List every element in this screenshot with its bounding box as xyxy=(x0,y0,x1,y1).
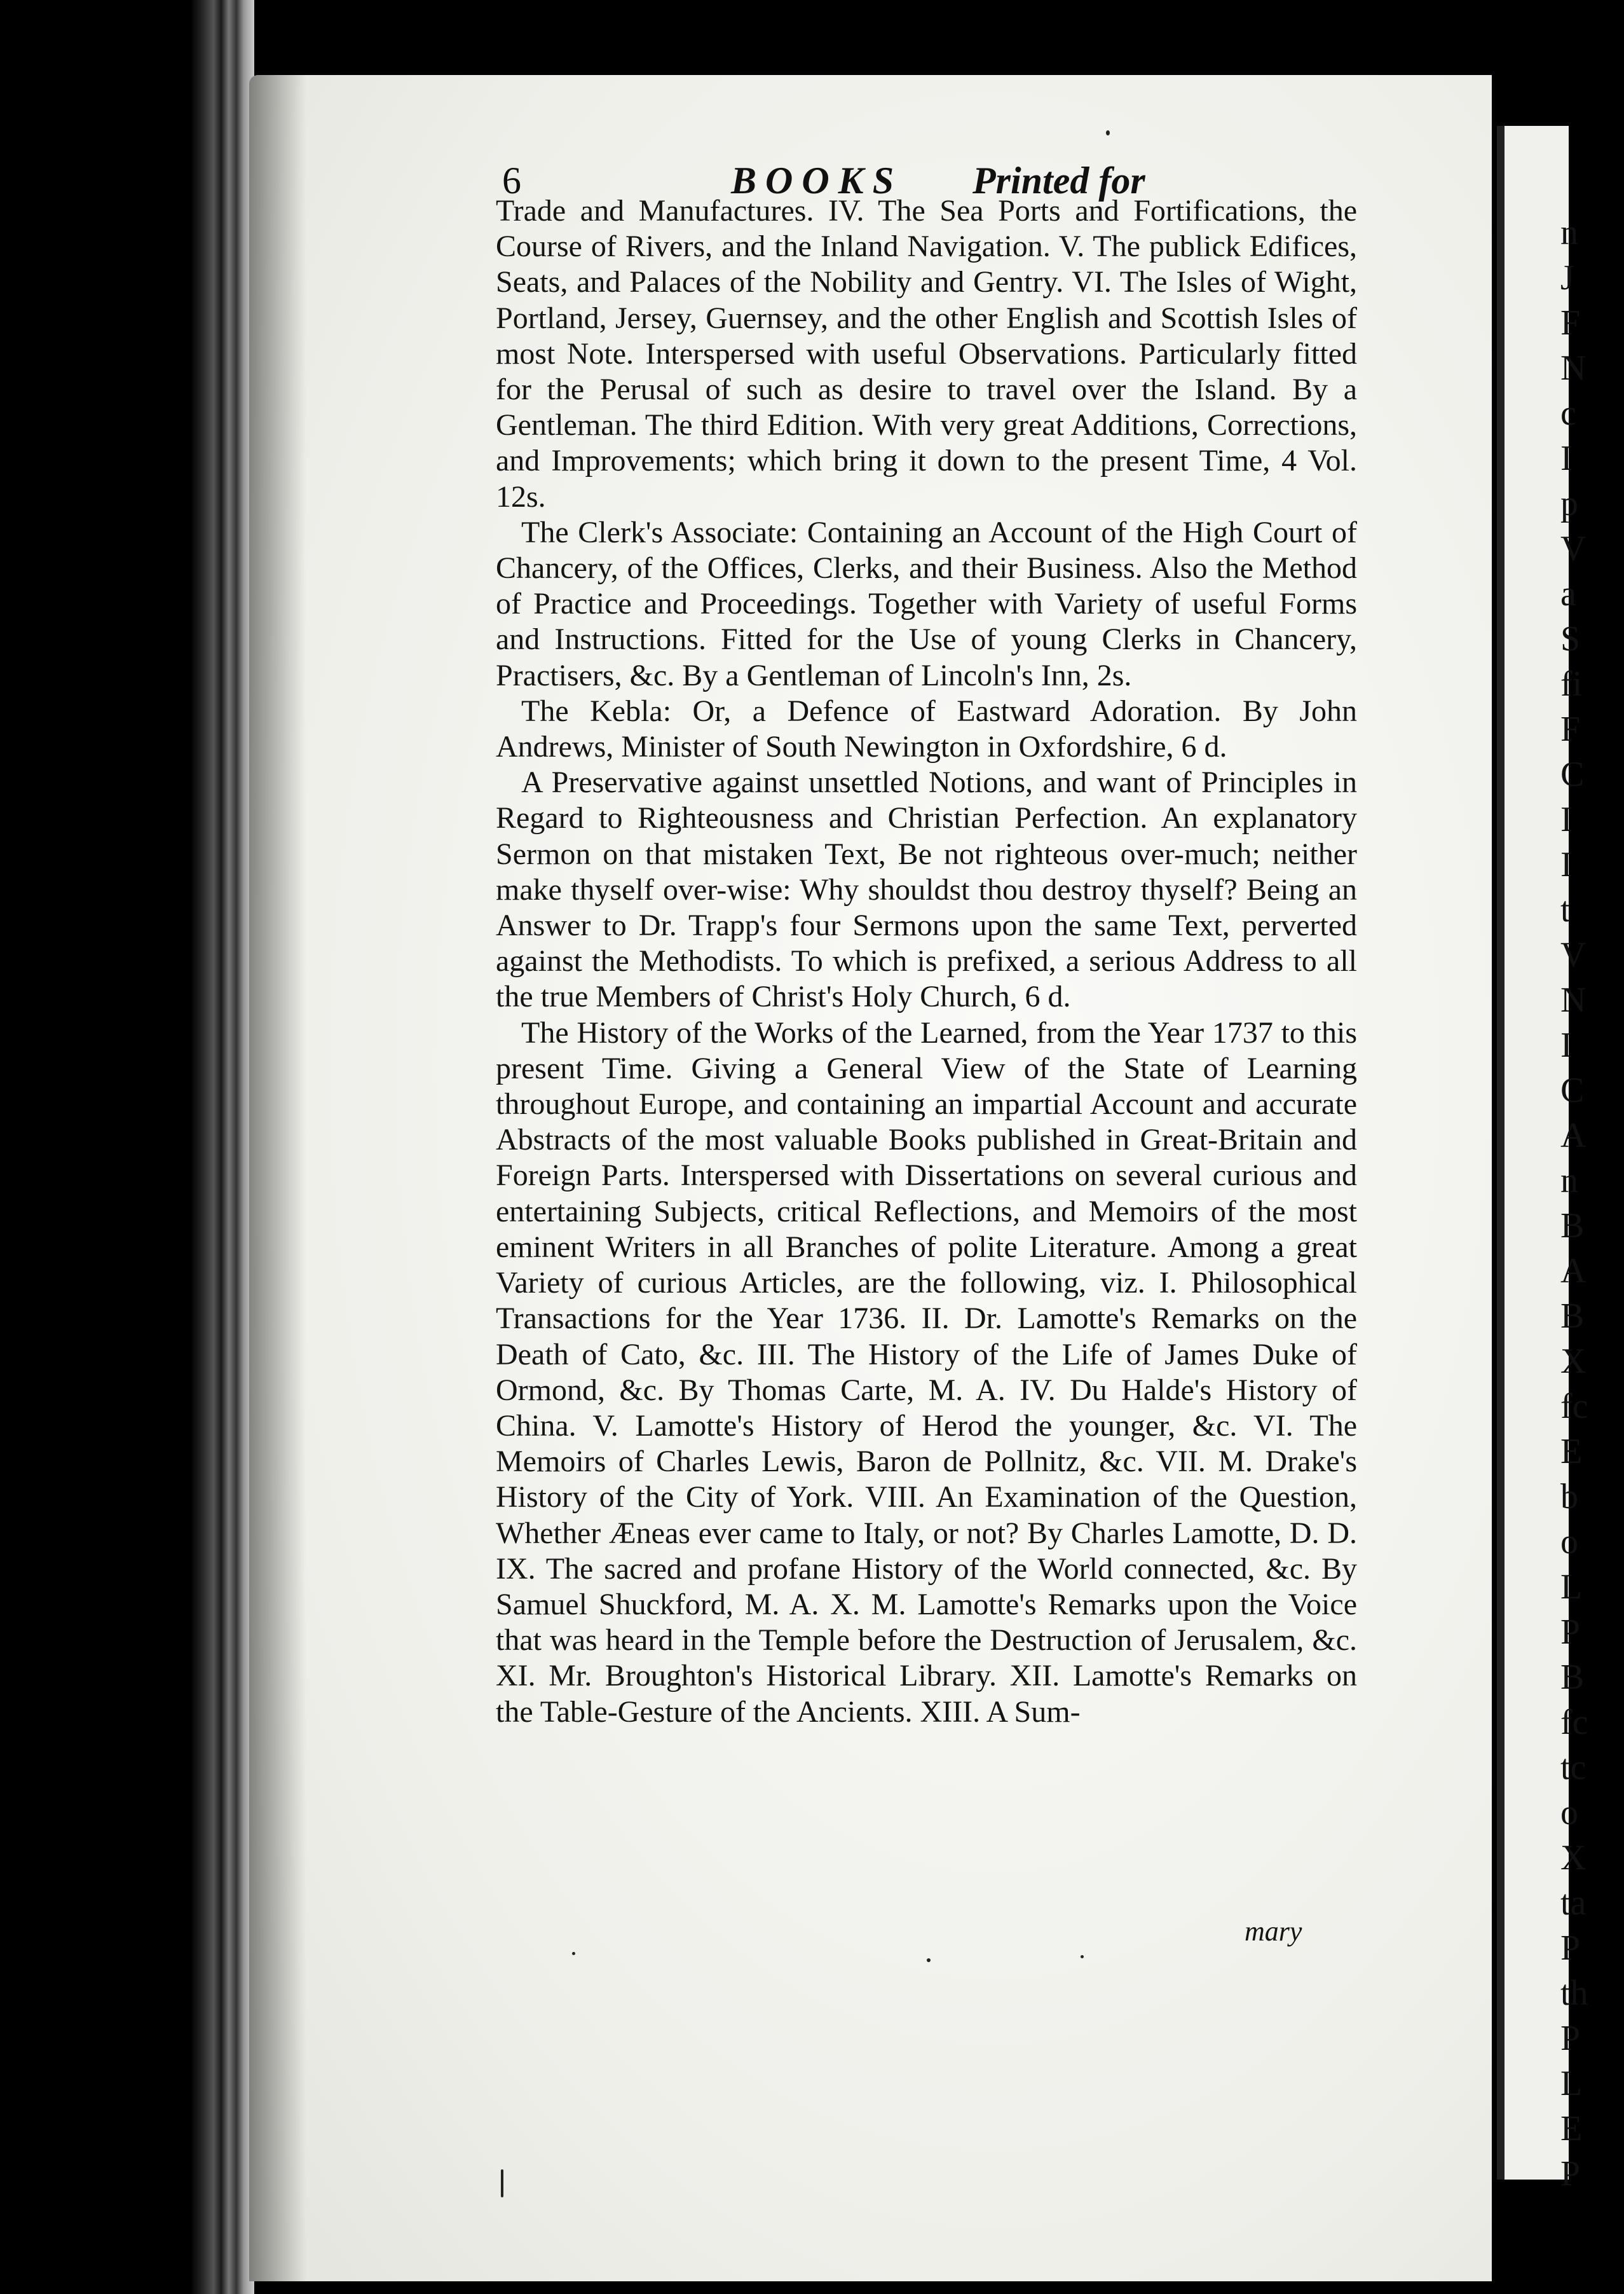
facing-page-letter: fc xyxy=(1560,1387,1588,1426)
ink-speck xyxy=(572,1952,575,1955)
facing-page-letter: I xyxy=(1560,800,1573,839)
facing-page-letter: C xyxy=(1560,1071,1585,1110)
facing-page-letter: E xyxy=(1560,2109,1583,2148)
paragraph-clerks-associate: The Clerk's Associate: Containing an Account of the High Court of Chancery, of the Offices, Clerks, and their Business. Also the Method of Practice and Proceedings. Together with Variety of useful Forms and Instructions. Fitted for the Use of young Clerks in Chancery, Practisers, &c. By a Gentleman of Lincoln's Inn, 2s. xyxy=(496,515,1357,692)
facing-page-letter: I xyxy=(1560,439,1573,478)
paragraph-kebla: The Kebla: Or, a Defence of Eastward Adoration. By John Andrews, Minister of South Newington in Oxfordshire, 6 d. xyxy=(496,694,1357,764)
facing-page-letter: C xyxy=(1560,755,1585,794)
book-spine-edge xyxy=(0,0,254,2294)
paragraph-preservative: A Preservative against unsettled Notions, and want of Principles in Regard to Righteousness and Christian Perfection. An explanatory Sermon on that mistaken Text, Be not righteous over-much; neither make thyself over-wise: Why shouldst thou destroy thyself? Being an Answer to Dr. Trapp's four Sermons upon the same Text, perverted against the Methodists. To which is prefixed, a serious Address to all the true Members of Christ's Holy Church, 6 d. xyxy=(496,766,1357,1014)
facing-page-letter: N xyxy=(1560,980,1586,1020)
facing-page-letter: B xyxy=(1560,1206,1585,1246)
paragraph-history-of-works: The History of the Works of the Learned, from the Year 1737 to this present Time. Giving a General View of the State of Learning throughout Europe, and containing an impartial Account and accurate Abstracts of the most valuable Books published in Great-Britain and Foreign Parts. Interspersed with Dissertations on several curious and entertaining Subjects, critical Reflections, and Memoirs of the most eminent Writers in all Branches of polite Literature. Among a great Variety of curious Articles, are the following, viz. I. Philosophical Transactions for the Year 1736. II. Dr. Lamotte's Remarks on the Death of Cato, &c. III. The History of the Life of James Duke of Ormond, &c. By Thomas Carte, M. A. IV. Du Halde's History of China. V. Lamotte's History of Herod the younger, &c. VI. The Memoirs of Charles Lewis, Baron de Pollnitz, &c. VII. M. Drake's History of the City of York. VIII. An Examination of the Question, Whether Æneas ever came to Italy, or not? By Charles Lamotte, D. D. IX. The sacred and profane History of the World connected, &c. By Samuel Shuckford, M. A. X. M. Lamotte's Remarks upon the Voice that was heard in the Temple before the Destruction of Jerusalem, &c. XI. Mr. Broughton's Historical Library. XII. Lamotte's Remarks on the Table-Gesture of the Ancients. XIII. A Sum- xyxy=(496,1015,1357,1729)
ink-speck xyxy=(1106,130,1110,135)
facing-page-letter: t xyxy=(1560,890,1571,930)
page-gutter-shadow xyxy=(249,75,306,2281)
facing-page-letter: F xyxy=(1560,710,1581,749)
facing-page-letter: b xyxy=(1560,1477,1578,1516)
catchword: mary xyxy=(1245,1916,1302,1947)
facing-page-letter: o xyxy=(1560,1793,1578,1832)
facing-page-border xyxy=(1497,126,1505,2180)
facing-page-letter: I xyxy=(1560,845,1573,884)
facing-page-letter: P xyxy=(1560,1612,1581,1652)
facing-page-letter: c xyxy=(1560,394,1576,433)
facing-page-letter: L xyxy=(1560,1567,1583,1607)
facing-page-letter: F xyxy=(1560,303,1581,343)
page-number: 6 xyxy=(502,160,521,202)
facing-page-letter: n xyxy=(1560,213,1578,252)
ink-mark xyxy=(501,2169,503,2197)
facing-page-letter: B xyxy=(1560,1296,1585,1336)
facing-page-letter: tc xyxy=(1560,1748,1586,1787)
paragraph-tour-continued: Trade and Manufactures. IV. The Sea Ports and Fortifications, the Course of Rivers, and the Inland Navigation. V. The publick Edifices, Seats, and Palaces of the Nobility and Gentry. VI. The Isles of Wight, Portland, Jersey, Guernsey, and the other English and Scottish Isles of most Note. Interspersed with useful Observations. Particularly fitted for the Perusal of such as desire to travel over the Island. By a Gentleman. The third Edition. With very great Additions, Corrections, and Improvements; which bring it down to the present Time, 4 Vol. 12s. xyxy=(496,194,1357,514)
facing-page-letter: fi xyxy=(1560,664,1583,704)
facing-page-letter: ta xyxy=(1560,1883,1586,1923)
body-text xyxy=(496,193,1357,1730)
ink-speck xyxy=(927,1958,931,1962)
facing-page-letter: a xyxy=(1560,574,1576,614)
running-head-subtitle: Printed for xyxy=(972,160,1145,202)
facing-page-letter: th xyxy=(1560,1974,1588,2013)
facing-page-letter: P xyxy=(1560,1928,1581,1968)
facing-page-letter: X xyxy=(1560,1838,1586,1878)
facing-page-letter: A xyxy=(1560,1116,1586,1155)
facing-page-letter: I xyxy=(1560,1026,1573,1065)
facing-page-letter: B xyxy=(1560,1658,1585,1697)
facing-page-letter: X xyxy=(1560,1342,1586,1381)
facing-page-letter: L xyxy=(1560,2064,1583,2103)
running-head-title: BOOKS xyxy=(731,160,903,202)
facing-page-letter: o xyxy=(1560,1522,1578,1562)
facing-page-letter: fc xyxy=(1560,1703,1588,1742)
facing-page-letter: P xyxy=(1560,2019,1581,2058)
facing-page-letter: J xyxy=(1560,258,1574,298)
facing-page-letter: N xyxy=(1560,348,1586,388)
facing-page-letter: V xyxy=(1560,529,1586,568)
facing-page-letter: E xyxy=(1560,1432,1583,1471)
facing-page-letter: A xyxy=(1560,1251,1586,1291)
facing-page-letter: p xyxy=(1560,484,1578,523)
facing-page-letter: n xyxy=(1560,1161,1578,1200)
facing-page-letter: V xyxy=(1560,935,1586,975)
facing-page-letter: P xyxy=(1560,2154,1581,2194)
facing-page-edge xyxy=(1497,126,1588,2194)
ink-speck xyxy=(1081,1955,1084,1958)
facing-page-letter: S xyxy=(1560,619,1581,659)
